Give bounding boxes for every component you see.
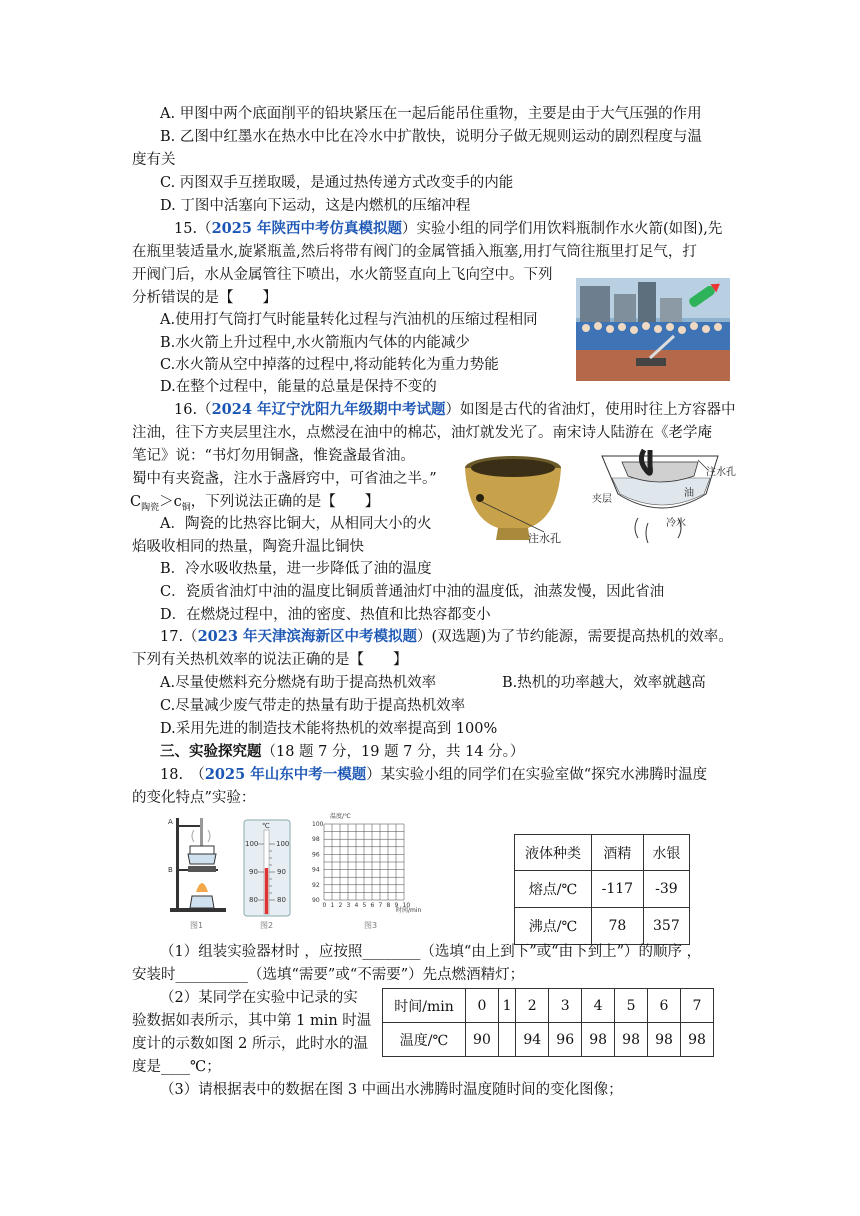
q16-stem-line2: 注油，往下方夹层里注水，点燃浸在油中的棉芯，油灯就发光了。南宋诗人陆游在《老学庵: [132, 425, 712, 441]
hole-label-right: 注水孔: [706, 467, 736, 478]
fig3-caption: 图3: [364, 921, 378, 930]
grid-x-tick: 8: [386, 902, 391, 909]
grid-x-tick: 3: [346, 902, 351, 909]
grid-y-tick: 96: [312, 851, 320, 859]
q18-sub2-line1: （2）某同学在实验中记录的实: [160, 990, 358, 1006]
q14-option-b-cont: 度有关: [132, 152, 176, 168]
section3-title: 三、实验探究题: [160, 743, 262, 760]
q17-option-a: A.尽量使燃料充分燃烧有助于提高热机效率: [160, 675, 437, 691]
liquid-header-cell: 酒精: [592, 835, 644, 871]
label-b: B: [168, 866, 173, 874]
liquid-properties-table: [514, 834, 690, 945]
q17-option-c: C.尽量减少废气带走的热量有助于提高热机效率: [160, 698, 466, 714]
table-cell: -39: [643, 871, 689, 908]
q15-stem-line1: [174, 219, 722, 239]
temperature-cell: 98: [615, 1023, 648, 1057]
temperature-cell: 98: [648, 1023, 681, 1057]
table-cell: -117: [592, 871, 644, 908]
grid-y-tick: 92: [312, 881, 320, 889]
q15-option-d: D.在整个过程中，能量的总量是保持不变的: [160, 379, 437, 395]
grid-y-axis-label: 温度/℃: [330, 813, 351, 820]
grid-x-tick: 2: [338, 902, 343, 909]
thermo-left-tick-2: 90: [249, 868, 258, 876]
q15-stem-text: ）实验小组的同学们用饮料瓶制作水火箭(如图),先: [401, 221, 723, 237]
q18-sub1-line2: 安装时__________（选填“需要”或“不需要”）先点燃酒精灯；: [132, 967, 525, 983]
q18-sub2-line2: 验数据如表所示，其中第 1 min 时温: [132, 1013, 372, 1029]
grid-x-tick: 6: [370, 902, 375, 909]
time-cell: 1: [498, 989, 515, 1023]
liquid-table-header: [515, 835, 690, 871]
q18-source: 2025 年山东中考一模题: [204, 766, 367, 783]
liquid-header-cell: 液体种类: [515, 835, 592, 871]
q18-sub2-line3: 度计的示数如图 2 所示，此时水的温: [132, 1036, 368, 1052]
thermo-left-tick-3: 80: [249, 896, 258, 904]
q16-prompt: ，下列说法正确的是【 】: [190, 494, 380, 510]
q15-stem-line4: 分析错误的是【 】: [132, 290, 277, 306]
grid-x-axis-label: 时间/min: [396, 907, 422, 914]
q16-stem-line3: 笔记》说：“书灯勿用铜盏，惟瓷盏最省油。: [132, 448, 415, 464]
table-cell: 78: [592, 908, 644, 945]
time-cell: 2: [516, 989, 549, 1023]
q17-stem-line2: 下列有关热机效率的说法正确的是【 】: [132, 652, 408, 668]
oil-lamp-cross-section: [592, 448, 736, 548]
grid-x-tick: 1: [330, 902, 335, 909]
grid-x-tick: 10: [402, 902, 411, 909]
time-cell: 0: [466, 989, 499, 1023]
q17-stem-text: ）(双选题)为了节约能源，需要提高热机的效率。: [416, 629, 733, 645]
q18-sub1-line1: （1）组装实验器材时 ，应按照________（选填“由上到下”或“由下到上”）的顺序 ，: [160, 944, 702, 960]
temperature-cell: [498, 1023, 515, 1057]
q15-option-b: B.水火箭上升过程中,水火箭瓶内气体的内能减少: [160, 335, 470, 351]
fig2-caption: 图2: [260, 921, 274, 930]
grid-y-tick: 100: [312, 821, 324, 828]
thermo-right-tick-2: 90: [277, 868, 286, 876]
thermo-right-tick-3: 80: [277, 896, 286, 904]
q16-source: 2024 年辽宁沈阳九年级期中考试题: [211, 401, 446, 418]
temperature-cell: 94: [516, 1023, 549, 1057]
q16-stem-line1: [174, 400, 735, 420]
q16-stem-line4: 蜀中有夹瓷盏，注水于盏唇窍中，可省油之半。”: [132, 471, 437, 487]
q15-stem-line2: 在瓶里装适量水,旋紧瓶盖,然后将带有阀门的金属管插入瓶塞,用打气筒往瓶里打足气，打: [132, 244, 697, 260]
grid-y-tick: 90: [312, 897, 320, 904]
time-cell: 5: [615, 989, 648, 1023]
liquid-header-cell: 水银: [643, 835, 689, 871]
thermo-left-tick-1: 100: [245, 840, 259, 848]
q18-stem-line1: [160, 765, 707, 785]
q17-source: 2023 年天津滨海新区中考模拟题: [197, 628, 417, 645]
table-row: [383, 1023, 714, 1057]
time-cell: 7: [680, 989, 713, 1023]
time-cell: 3: [549, 989, 582, 1023]
thermo-right-tick-1: 100: [276, 840, 290, 848]
q17-stem-line1: [160, 627, 733, 647]
grid-x-tick: 9: [394, 902, 399, 909]
q17-number: 17.（: [160, 629, 198, 645]
time-cell: 4: [582, 989, 615, 1023]
q14-option-c: C. 丙图双手互搓取暖，是通过热传递方式改变手的内能: [160, 175, 514, 191]
table-cell: 357: [643, 908, 689, 945]
q16-option-d: D．在燃烧过程中，油的密度、热值和比热容都变小: [160, 607, 491, 623]
q14-option-a: A. 甲图中两个底面削平的铅块紧压在一起后能吊住重物，主要是由于大气压强的作用: [160, 106, 702, 122]
section3-note: （18 题 7 分，19 题 7 分，共 14 分。）: [261, 744, 525, 760]
table-cell: 熔点/℃: [515, 871, 592, 908]
cold-water-label: 冷水: [666, 518, 686, 529]
q18-sub3: （3）请根据表中的数据在图 3 中画出水沸腾时温度随时间的变化图像；: [160, 1082, 623, 1098]
q16-option-c: C．瓷质省油灯中油的温度比铜质普通油灯中油的温度低，油蒸发慢，因此省油: [160, 584, 665, 600]
temp-label-cell: 温度/℃: [383, 1023, 466, 1057]
label-a: A: [168, 818, 173, 826]
temperature-cell: 98: [680, 1023, 713, 1057]
grid-x-tick: 7: [378, 902, 383, 909]
temperature-time-grid: [310, 812, 420, 932]
boiling-apparatus-figure: [168, 812, 232, 932]
oil-label: 油: [684, 488, 694, 499]
q15-stem-line3: 开阀门后，水从金属管往下喷出，水火箭竖直向上飞向空中。下列: [132, 267, 553, 283]
layer-label: 夹层: [592, 494, 612, 505]
comparison: ＞c: [159, 494, 182, 510]
table-row: [383, 989, 714, 1023]
temperature-cell: 90: [466, 1023, 499, 1057]
q14-option-d: D. 丁图中活塞向下运动，这是内燃机的压缩冲程: [160, 198, 471, 214]
temperature-cell: 96: [549, 1023, 582, 1057]
table-row: [515, 871, 690, 908]
q15-source: 2025 年陕西中考仿真模拟题: [211, 220, 402, 237]
q15-option-c: C.水火箭从空中掉落的过程中,将动能转化为重力势能: [160, 357, 499, 373]
q15-option-a: A.使用打气筒打气时能量转化过程与汽油机的压缩过程相同: [160, 312, 538, 328]
grid-x-tick: 0: [322, 902, 327, 909]
q17-option-b: B.热机的功率越大，效率就越高: [502, 675, 706, 691]
q16-option-b: B．冷水吸收热量，进一步降低了油的温度: [160, 561, 432, 577]
c-symbol: C: [130, 494, 142, 510]
q16-option-a-cont: 焰吸收相同的热量，陶瓷升温比铜快: [132, 539, 364, 555]
grid-x-tick: 5: [362, 902, 367, 909]
q18-stem-text: ）某实验小组的同学们在实验室做“探究水沸腾时温度: [366, 767, 708, 783]
q15-number: 15.（: [174, 221, 212, 237]
grid-y-tick: 94: [312, 866, 320, 874]
grid-y-tick: 98: [312, 836, 320, 844]
q16-number: 16.（: [174, 402, 212, 418]
hole-label-left: 注水孔: [528, 532, 561, 545]
q18-stem-line2: 的变化特点”实验：: [132, 790, 256, 806]
fig1-caption: 图1: [190, 921, 204, 930]
temperature-cell: 98: [582, 1023, 615, 1057]
q16-stem-text: ）如图是古代的省油灯，使用时往上方容器中: [445, 402, 736, 418]
section3-heading: [160, 742, 524, 762]
subscript-copper: 铜: [181, 502, 191, 513]
q14-option-b: B. 乙图中红墨水在热水中比在冷水中扩散快，说明分子做无规则运动的剧烈程度与温: [160, 129, 702, 145]
q18-number: 18. （: [160, 767, 205, 783]
grid-x-tick: 4: [354, 902, 359, 909]
time-cell: 6: [648, 989, 681, 1023]
q16-option-a: A．陶瓷的比热容比铜大，从相同大小的火: [160, 516, 432, 532]
q18-sub2-line4: 度是____℃；: [132, 1059, 221, 1075]
subscript-ceramic: 陶瓷: [141, 502, 160, 513]
oil-lamp-photo: [458, 448, 598, 548]
table-cell: 沸点/℃: [515, 908, 592, 945]
water-rocket-photo: [576, 278, 730, 381]
time-label-cell: 时间/min: [383, 989, 466, 1023]
temperature-data-table: [382, 988, 714, 1057]
table-row: [515, 908, 690, 945]
q17-option-d: D.采用先进的制造技术能将热机的效率提高到 100%: [160, 721, 498, 737]
thermometer-unit: ℃: [262, 822, 270, 830]
thermometer-figure: [240, 816, 296, 932]
